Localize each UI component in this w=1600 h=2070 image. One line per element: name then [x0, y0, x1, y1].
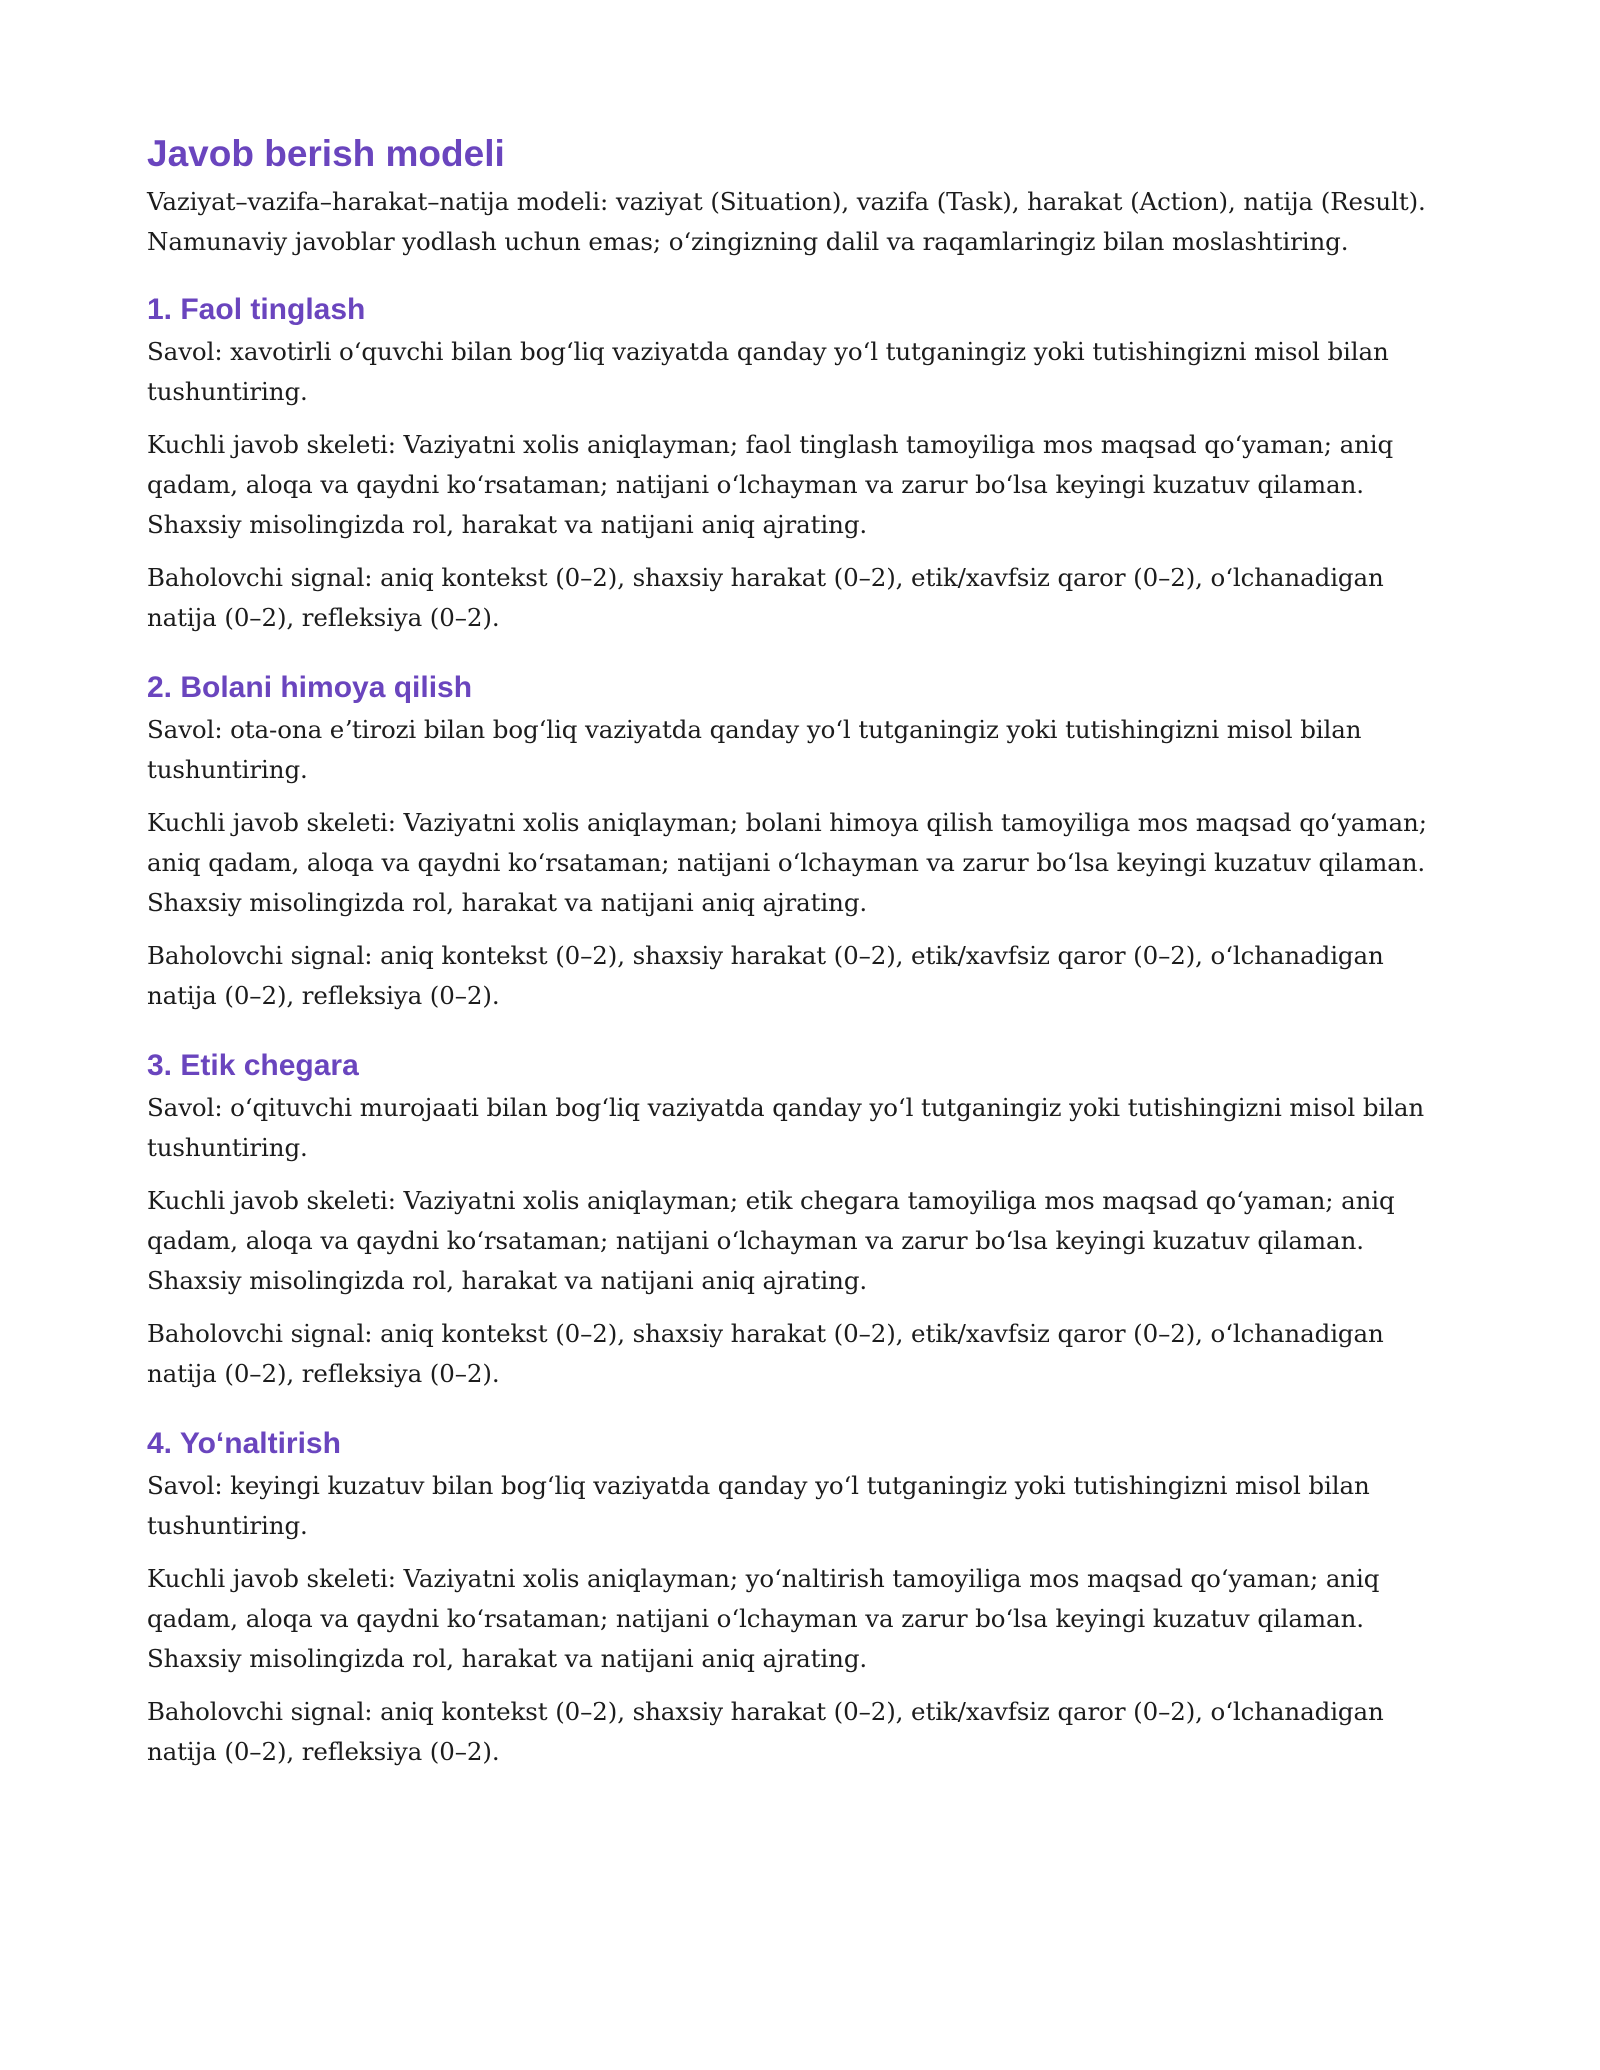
evaluator-signal-paragraph: Baholovchi signal: aniq kontekst (0–2), shaxsiy harakat (0–2), etik/xavfsiz qaror (0–2), oʻlchanadigan natija (0–2), refleksiya (0–2). — [147, 563, 1384, 632]
answer-skeleton-paragraph: Kuchli javob skeleti: Vaziyatni xolis aniqlayman; bolani himoya qilish tamoyiliga mos maqsad qoʻyaman; aniq qadam, aloqa va qaydni koʻrsataman; natijani oʻlchayman va zarur boʻlsa keyingi kuzatuv qilaman. Shaxsiy misolingizda rol, harakat va natijani aniq ajrating. — [147, 808, 1427, 917]
question-paragraph: Savol: xavotirli oʻquvchi bilan bogʻliq vaziyatda qanday yoʻl tutganingiz yoki tutishingizni misol bilan tushuntiring. — [147, 337, 1389, 406]
document-page — [147, 132, 1457, 1802]
answer-skeleton-paragraph: Kuchli javob skeleti: Vaziyatni xolis aniqlayman; faol tinglash tamoyiliga mos maqsad qoʻyaman; aniq qadam, aloqa va qaydni koʻrsataman; natijani oʻlchayman va zarur boʻlsa keyingi kuzatuv qilaman. Shaxsiy misolingizda rol, harakat va natijani aniq ajrating. — [147, 430, 1394, 539]
evaluator-signal-paragraph: Baholovchi signal: aniq kontekst (0–2), shaxsiy harakat (0–2), etik/xavfsiz qaror (0–2), oʻlchanadigan natija (0–2), refleksiya (0–2). — [147, 1319, 1384, 1388]
question-paragraph: Savol: keyingi kuzatuv bilan bogʻliq vaziyatda qanday yoʻl tutganingiz yoki tutishingizni misol bilan tushuntiring. — [147, 1471, 1370, 1540]
section-heading: 2. Bolani himoya qilish — [147, 671, 473, 704]
section-heading: 1. Faol tinglash — [147, 293, 366, 326]
question-paragraph: Savol: oʻqituvchi murojaati bilan bogʻliq vaziyatda qanday yoʻl tutganingiz yoki tutishingizni misol bilan tushuntiring. — [147, 1093, 1425, 1162]
document-title: Javob berish modeli — [147, 133, 505, 174]
section-heading: 3. Etik chegara — [147, 1049, 359, 1082]
evaluator-signal-paragraph: Baholovchi signal: aniq kontekst (0–2), shaxsiy harakat (0–2), etik/xavfsiz qaror (0–2), oʻlchanadigan natija (0–2), refleksiya (0–2). — [147, 1697, 1384, 1766]
question-paragraph: Savol: ota-ona eʼtirozi bilan bogʻliq vaziyatda qanday yoʻl tutganingiz yoki tutishingizni misol bilan tushuntiring. — [147, 715, 1362, 784]
answer-skeleton-paragraph: Kuchli javob skeleti: Vaziyatni xolis aniqlayman; yoʻnaltirish tamoyiliga mos maqsad qoʻyaman; aniq qadam, aloqa va qaydni koʻrsataman; natijani oʻlchayman va zarur boʻlsa keyingi kuzatuv qilaman. Shaxsiy misolingizda rol, harakat va natijani aniq ajrating. — [147, 1564, 1380, 1673]
section-2 — [147, 668, 1457, 1016]
section-heading: 4. Yoʻnaltirish — [147, 1427, 341, 1460]
answer-skeleton-paragraph: Kuchli javob skeleti: Vaziyatni xolis aniqlayman; etik chegara tamoyiliga mos maqsad qoʻyaman; aniq qadam, aloqa va qaydni koʻrsataman; natijani oʻlchayman va zarur boʻlsa keyingi kuzatuv qilaman. Shaxsiy misolingizda rol, harakat va natijani aniq ajrating. — [147, 1186, 1395, 1295]
section-1 — [147, 290, 1457, 638]
evaluator-signal-paragraph: Baholovchi signal: aniq kontekst (0–2), shaxsiy harakat (0–2), etik/xavfsiz qaror (0–2), oʻlchanadigan natija (0–2), refleksiya (0–2). — [147, 941, 1384, 1010]
section-4 — [147, 1424, 1457, 1772]
section-3 — [147, 1046, 1457, 1394]
intro-paragraph: Vaziyat–vazifa–harakat–natija modeli: vaziyat (Situation), vazifa (Task), harakat (Action), natija (Result). Namunaviy javoblar yodlash uchun emas; oʻzingizning dalil va raqamlaringiz bilan moslashtiring. — [147, 187, 1426, 256]
